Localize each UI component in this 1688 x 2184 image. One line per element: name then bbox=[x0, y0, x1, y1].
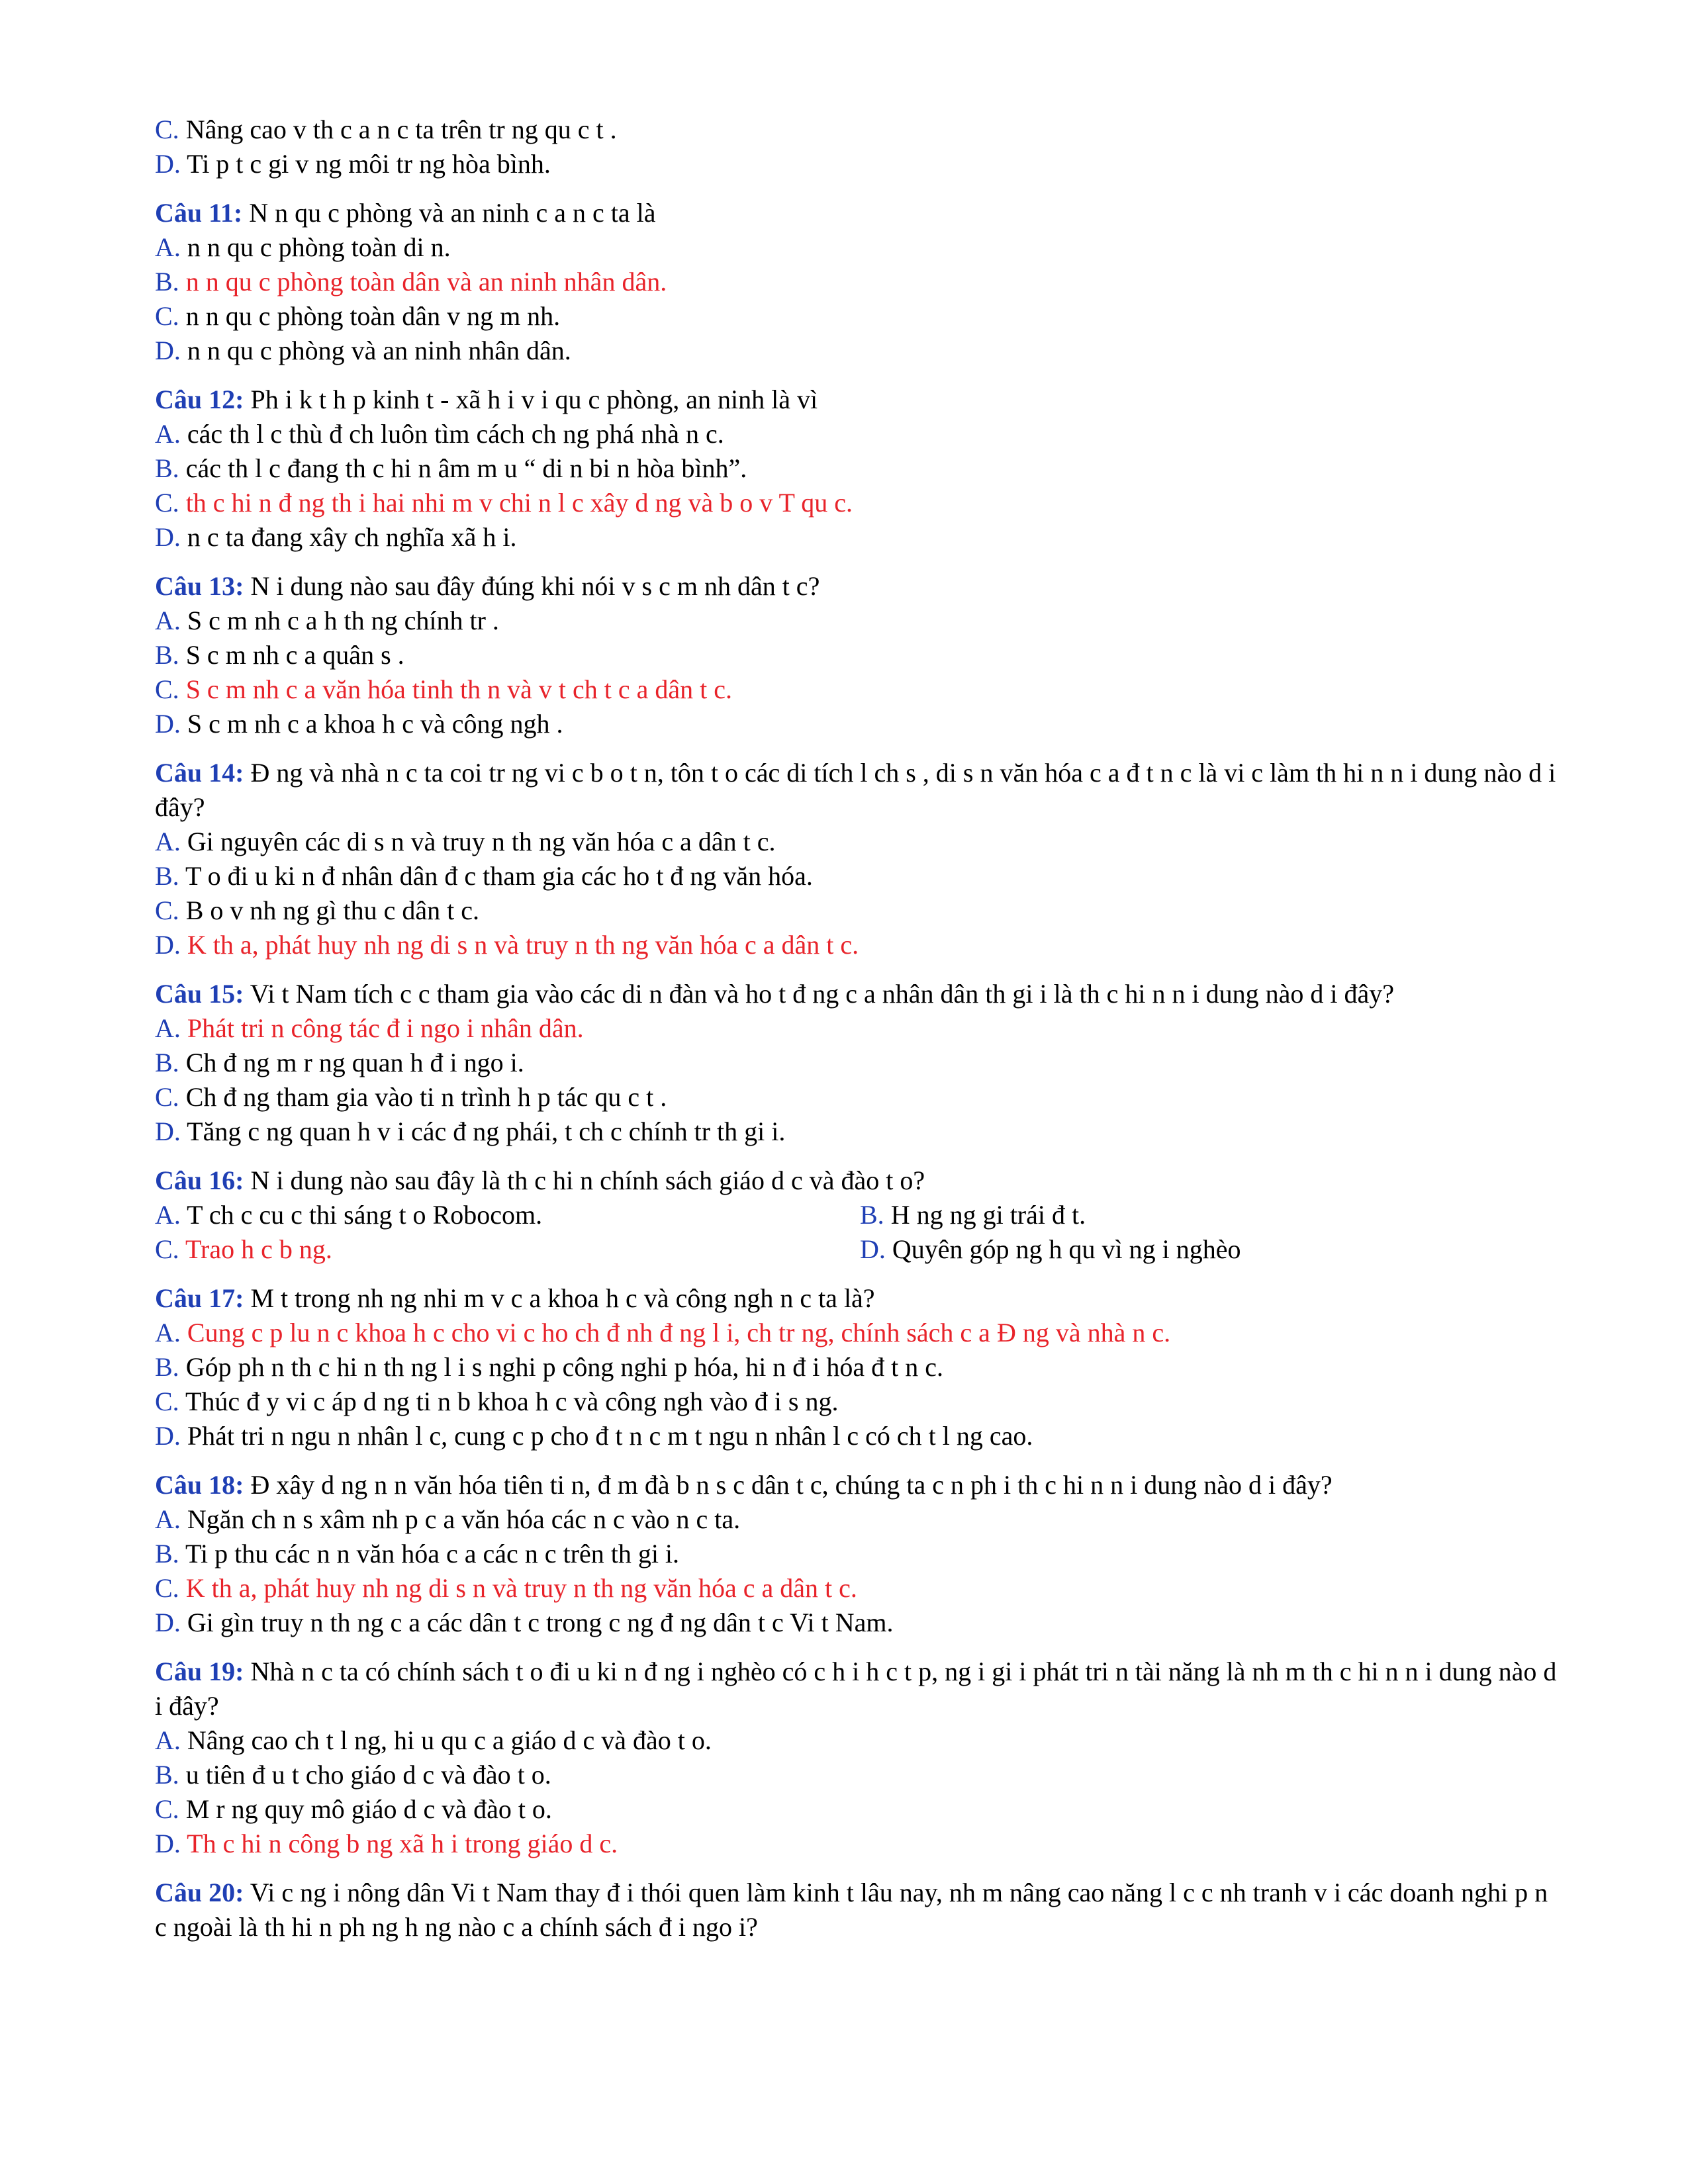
answer-option bbox=[155, 1502, 1565, 1537]
option-text: các th l c thù đ ch luôn tìm cách ch ng phá nhà n c. bbox=[180, 419, 724, 449]
option-text: M r ng quy mô giáo d c và đào t o. bbox=[179, 1794, 552, 1824]
option-text: Tăng c ng quan h v i các đ ng phái, t ch c chính tr th gi i. bbox=[180, 1116, 786, 1146]
question-number: Câu 16: bbox=[155, 1165, 244, 1195]
answer-option bbox=[155, 1385, 1565, 1419]
option-label: C. bbox=[155, 1082, 179, 1112]
question-stem bbox=[155, 1876, 1565, 1944]
option-label: C. bbox=[155, 114, 179, 144]
option-label: A. bbox=[155, 1318, 181, 1347]
option-label: C. bbox=[155, 1794, 179, 1824]
answer-option bbox=[155, 893, 1565, 928]
option-text: T o đi u ki n đ nhân dân đ c tham gia các ho t đ ng văn hóa. bbox=[179, 861, 813, 891]
option-line bbox=[155, 147, 1565, 181]
option-label: D. bbox=[155, 930, 181, 960]
question-stem bbox=[155, 196, 1565, 230]
option-label: B. bbox=[155, 861, 179, 891]
question-stem bbox=[155, 383, 1565, 417]
answer-option bbox=[155, 928, 1565, 962]
option-text: Nâng cao ch t l ng, hi u qu c a giáo d c và đào t o. bbox=[180, 1725, 712, 1755]
answer-option bbox=[155, 1046, 1565, 1080]
option-text-correct: Trao h c b ng. bbox=[179, 1234, 332, 1264]
option-text: Ti p thu các n n văn hóa c a các n c trên th gi i. bbox=[179, 1539, 680, 1569]
option-text-correct: K th a, phát huy nh ng di s n và truy n th ng văn hóa c a dân t c. bbox=[179, 1573, 857, 1603]
option-text-correct: Phát tri n công tác đ i ngo i nhân dân. bbox=[180, 1013, 584, 1043]
option-label: D. bbox=[155, 149, 181, 179]
option-text: Ch đ ng tham gia vào ti n trình h p tác qu c t . bbox=[179, 1082, 667, 1112]
question-list bbox=[155, 196, 1565, 1944]
option-label: A. bbox=[155, 1200, 181, 1230]
answer-option bbox=[155, 1316, 1565, 1350]
question-number: Câu 15: bbox=[155, 979, 244, 1009]
answer-option bbox=[155, 672, 1565, 707]
option-label: B. bbox=[155, 1048, 179, 1077]
question-number: Câu 18: bbox=[155, 1470, 244, 1500]
option-label: B. bbox=[155, 640, 179, 670]
option-label: B. bbox=[155, 267, 179, 296]
answer-option bbox=[155, 1232, 860, 1267]
option-text-correct: Th c hi n công b ng xã h i trong giáo d c. bbox=[180, 1829, 618, 1858]
option-text: S c m nh c a khoa h c và công ngh . bbox=[180, 709, 563, 739]
option-text: Gi nguyên các di s n và truy n th ng văn hóa c a dân t c. bbox=[180, 827, 776, 856]
answer-option bbox=[155, 230, 1565, 265]
answer-option bbox=[155, 299, 1565, 334]
answer-option bbox=[155, 1723, 1565, 1758]
answer-option bbox=[155, 1606, 1565, 1640]
question-text: N n qu c phòng và an ninh c a n c ta là bbox=[242, 198, 656, 228]
option-text: Gi gìn truy n th ng c a các dân t c trong c ng đ ng dân t c Vi t Nam. bbox=[180, 1608, 894, 1637]
question-stem bbox=[155, 569, 1565, 604]
option-label: A. bbox=[155, 827, 181, 856]
question-block bbox=[155, 196, 1565, 368]
option-text-correct: Cung c p lu n c khoa h c cho vi c ho ch đ nh đ ng l i, ch tr ng, chính sách c a Đ ng và nhà n c. bbox=[180, 1318, 1171, 1347]
option-text: Quyên góp ng h qu vì ng i nghèo bbox=[885, 1234, 1241, 1264]
question-text: Vi c ng i nông dân Vi t Nam thay đ i thói quen làm kinh t lâu nay, nh m nâng cao năng l c c nh tranh v i các doanh nghi p n c ngoài là th hi n ph ng h ng nào c a chính sách đ i ngo i? bbox=[155, 1878, 1548, 1942]
option-label: B. bbox=[155, 1352, 179, 1382]
option-label: D. bbox=[155, 1421, 181, 1451]
question-block bbox=[155, 1655, 1565, 1861]
answer-option bbox=[155, 1571, 1565, 1606]
answer-option bbox=[155, 1350, 1565, 1385]
question-number: Câu 12: bbox=[155, 385, 244, 414]
option-label: A. bbox=[155, 1504, 181, 1534]
question-text: Nhà n c ta có chính sách t o đi u ki n đ ng i nghèo có c h i h c t p, ng i gi i phát tri n tài năng là nh m th c hi n n i dung nào d i đây? bbox=[155, 1657, 1557, 1721]
option-text: Ngăn ch n s xâm nh p c a văn hóa các n c vào n c ta. bbox=[180, 1504, 741, 1534]
question-number: Câu 17: bbox=[155, 1283, 244, 1313]
question-block bbox=[155, 1468, 1565, 1640]
option-label: A. bbox=[155, 419, 181, 449]
option-label: D. bbox=[155, 1829, 181, 1858]
option-label: B. bbox=[155, 1539, 179, 1569]
option-label: D. bbox=[155, 522, 181, 552]
question-number: Câu 11: bbox=[155, 198, 243, 228]
option-label: B. bbox=[860, 1200, 884, 1230]
option-row bbox=[155, 1232, 1565, 1267]
question-number: Câu 20: bbox=[155, 1878, 244, 1907]
option-label: C. bbox=[155, 1387, 179, 1416]
option-text-correct: K th a, phát huy nh ng di s n và truy n th ng văn hóa c a dân t c. bbox=[180, 930, 859, 960]
option-label: C. bbox=[155, 301, 179, 331]
answer-option bbox=[155, 1419, 1565, 1453]
answer-option bbox=[155, 417, 1565, 451]
answer-option bbox=[155, 1080, 1565, 1115]
option-label: A. bbox=[155, 1013, 181, 1043]
option-text: B o v nh ng gì thu c dân t c. bbox=[179, 895, 479, 925]
option-text: n n qu c phòng toàn di n. bbox=[180, 232, 451, 262]
answer-option bbox=[860, 1198, 1565, 1232]
option-row bbox=[155, 1198, 1565, 1232]
answer-option bbox=[155, 859, 1565, 893]
question-text: Ph i k t h p kinh t - xã h i v i qu c phòng, an ninh là vì bbox=[244, 385, 818, 414]
option-label: D. bbox=[860, 1234, 886, 1264]
option-text: Nâng cao v th c a n c ta trên tr ng qu c t . bbox=[179, 114, 617, 144]
document-page bbox=[155, 113, 1565, 1944]
question-number: Câu 19: bbox=[155, 1657, 244, 1686]
option-text: S c m nh c a quân s . bbox=[179, 640, 404, 670]
question-stem bbox=[155, 977, 1565, 1011]
option-label: A. bbox=[155, 232, 181, 262]
question-number: Câu 13: bbox=[155, 571, 244, 601]
option-label: B. bbox=[155, 453, 179, 483]
option-text: S c m nh c a h th ng chính tr . bbox=[180, 606, 499, 635]
answer-option bbox=[155, 1198, 860, 1232]
option-text: H ng ng gi trái đ t. bbox=[884, 1200, 1086, 1230]
question-block bbox=[155, 1163, 1565, 1267]
answer-option bbox=[155, 265, 1565, 299]
answer-option bbox=[155, 1792, 1565, 1827]
option-text: n n qu c phòng và an ninh nhân dân. bbox=[180, 336, 571, 365]
question-stem bbox=[155, 756, 1565, 825]
option-label: C. bbox=[155, 1234, 179, 1264]
question-text: N i dung nào sau đây đúng khi nói v s c m nh dân t c? bbox=[244, 571, 820, 601]
option-label: C. bbox=[155, 895, 179, 925]
question-text: Vi t Nam tích c c tham gia vào các di n đàn và ho t đ ng c a nhân dân th gi i là th c hi n n i dung nào d i đây? bbox=[244, 979, 1394, 1009]
option-text-correct: th c hi n đ ng th i hai nhi m v chi n l c xây d ng và b o v T qu c. bbox=[179, 488, 853, 518]
option-text: Thúc đ y vi c áp d ng ti n b khoa h c và công ngh vào đ i s ng. bbox=[179, 1387, 839, 1416]
option-text: các th l c đang th c hi n âm m u “ di n bi n hòa bình”. bbox=[179, 453, 747, 483]
option-label: C. bbox=[155, 674, 179, 704]
option-line bbox=[155, 113, 1565, 147]
answer-option bbox=[155, 707, 1565, 741]
answer-option bbox=[155, 638, 1565, 672]
option-text-correct: n n qu c phòng toàn dân và an ninh nhân dân. bbox=[179, 267, 667, 296]
answer-option bbox=[155, 520, 1565, 555]
answer-option bbox=[155, 825, 1565, 859]
question-text: N i dung nào sau đây là th c hi n chính sách giáo d c và đào t o? bbox=[244, 1165, 925, 1195]
option-label: D. bbox=[155, 336, 181, 365]
answer-option bbox=[155, 451, 1565, 486]
question-stem bbox=[155, 1163, 1565, 1198]
answer-option bbox=[155, 1758, 1565, 1792]
question-block bbox=[155, 1281, 1565, 1453]
option-label: D. bbox=[155, 709, 181, 739]
question-block bbox=[155, 383, 1565, 555]
answer-option bbox=[155, 486, 1565, 520]
question-block bbox=[155, 1876, 1565, 1944]
question-stem bbox=[155, 1281, 1565, 1316]
answer-option bbox=[155, 1537, 1565, 1571]
question-number: Câu 14: bbox=[155, 758, 244, 788]
answer-option bbox=[155, 1115, 1565, 1149]
option-text: Ch đ ng m r ng quan h đ i ngo i. bbox=[179, 1048, 524, 1077]
answer-option bbox=[155, 334, 1565, 368]
option-text: Góp ph n th c hi n th ng l i s nghi p công nghi p hóa, hi n đ i hóa đ t n c. bbox=[179, 1352, 944, 1382]
question-stem bbox=[155, 1655, 1565, 1723]
answer-option bbox=[155, 1011, 1565, 1046]
option-text: Ti p t c gi v ng môi tr ng hòa bình. bbox=[180, 149, 551, 179]
option-label: D. bbox=[155, 1116, 181, 1146]
answer-option bbox=[155, 604, 1565, 638]
option-text: T ch c cu c thi sáng t o Robocom. bbox=[180, 1200, 543, 1230]
option-text-correct: S c m nh c a văn hóa tinh th n và v t ch t c a dân t c. bbox=[179, 674, 733, 704]
answer-option bbox=[155, 1827, 1565, 1861]
question-text: M t trong nh ng nhi m v c a khoa h c và công ngh n c ta là? bbox=[244, 1283, 875, 1313]
option-text: n c ta đang xây ch nghĩa xã h i. bbox=[180, 522, 517, 552]
option-label: B. bbox=[155, 1760, 179, 1790]
question-stem bbox=[155, 1468, 1565, 1502]
question-block bbox=[155, 977, 1565, 1149]
option-label: A. bbox=[155, 606, 181, 635]
option-label: C. bbox=[155, 488, 179, 518]
question-text: Đ xây d ng n n văn hóa tiên ti n, đ m đà b n s c dân t c, chúng ta c n ph i th c hi n n i dung nào d i đây? bbox=[244, 1470, 1333, 1500]
question-text: Đ ng và nhà n c ta coi tr ng vi c b o t n, tôn t o các di tích l ch s , di s n văn hóa c a đ t n c là vi c làm th hi n n i dung nào d i đây? bbox=[155, 758, 1556, 822]
question-block bbox=[155, 756, 1565, 962]
option-text: Phát tri n ngu n nhân l c, cung c p cho đ t n c m t ngu n nhân l c có ch t l ng cao. bbox=[180, 1421, 1033, 1451]
option-label: D. bbox=[155, 1608, 181, 1637]
option-label: C. bbox=[155, 1573, 179, 1603]
option-text: u tiên đ u t cho giáo d c và đào t o. bbox=[179, 1760, 551, 1790]
option-label: A. bbox=[155, 1725, 181, 1755]
option-text: n n qu c phòng toàn dân v ng m nh. bbox=[179, 301, 561, 331]
question-block bbox=[155, 569, 1565, 741]
q10-continuation bbox=[155, 113, 1565, 181]
answer-option bbox=[860, 1232, 1565, 1267]
